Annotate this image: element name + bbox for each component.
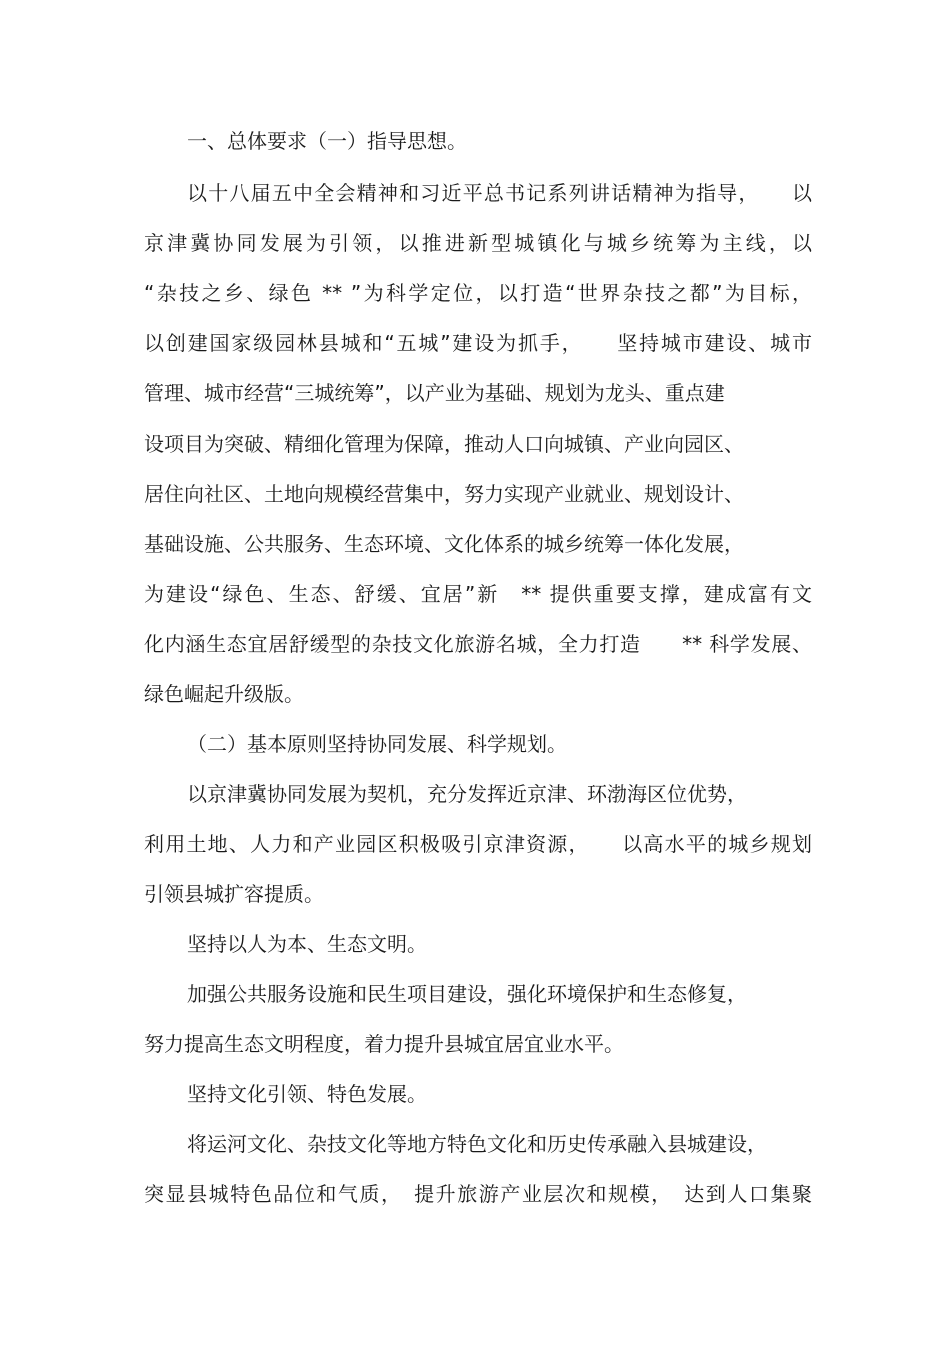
paragraph-line: 绿色崛起升级版。 <box>144 682 304 706</box>
paragraph-line: 将运河文化、杂技文化等地方特色文化和历史传承融入县城建设， <box>187 1132 767 1156</box>
paragraph-line: “杂技之乡、绿色 ** ”为科学定位，以打造“世界杂技之都”为目标， <box>144 281 812 305</box>
paragraph-line: 化内涵生态宜居舒缓型的杂技文化旅游名城，全力打造 ** 科学发展、 <box>144 632 812 656</box>
paragraph-line: 以京津冀协同发展为契机，充分发挥近京津、环渤海区位优势， <box>187 782 747 806</box>
paragraph-line: 以十八届五中全会精神和习近平总书记系列讲话精神为指导， 以 <box>187 181 812 205</box>
paragraph-line: 管理、城市经营“三城统筹”，以产业为基础、规划为龙头、重点建 <box>144 381 725 405</box>
section-heading-general-requirements: 一、总体要求（一）指导思想。 <box>187 129 467 153</box>
paragraph-line: 以创建国家级园林县城和“五城”建设为抓手， 坚持城市建设、城市 <box>144 331 812 355</box>
paragraph-line: 京津冀协同发展为引领，以推进新型城镇化与城乡统筹为主线，以 <box>144 231 812 255</box>
paragraph-line: 努力提高生态文明程度，着力提升县城宜居宜业水平。 <box>144 1032 624 1056</box>
paragraph-line: 居住向社区、土地向规模经营集中，努力实现产业就业、规划设计、 <box>144 482 744 506</box>
principle-heading: 坚持文化引领、特色发展。 <box>187 1082 427 1106</box>
paragraph-line: 引领县城扩容提质。 <box>144 882 324 906</box>
principle-heading: 坚持以人为本、生态文明。 <box>187 932 427 956</box>
paragraph-line: 为建设“绿色、生态、舒缓、宜居”新 ** 提供重要支撑，建成富有文 <box>144 582 812 606</box>
section-heading-basic-principles: （二）基本原则坚持协同发展、科学规划。 <box>187 732 567 756</box>
paragraph-line: 基础设施、公共服务、生态环境、文化体系的城乡统筹一体化发展， <box>144 532 744 556</box>
paragraph-line: 加强公共服务设施和民生项目建设，强化环境保护和生态修复， <box>187 982 747 1006</box>
paragraph-line: 利用土地、人力和产业园区积极吸引京津资源， 以高水平的城乡规划 <box>144 832 812 856</box>
paragraph-line: 突显县城特色品位和气质， 提升旅游产业层次和规模， 达到人口集聚 <box>144 1182 812 1206</box>
paragraph-line: 设项目为突破、精细化管理为保障，推动人口向城镇、产业向园区、 <box>144 432 744 456</box>
